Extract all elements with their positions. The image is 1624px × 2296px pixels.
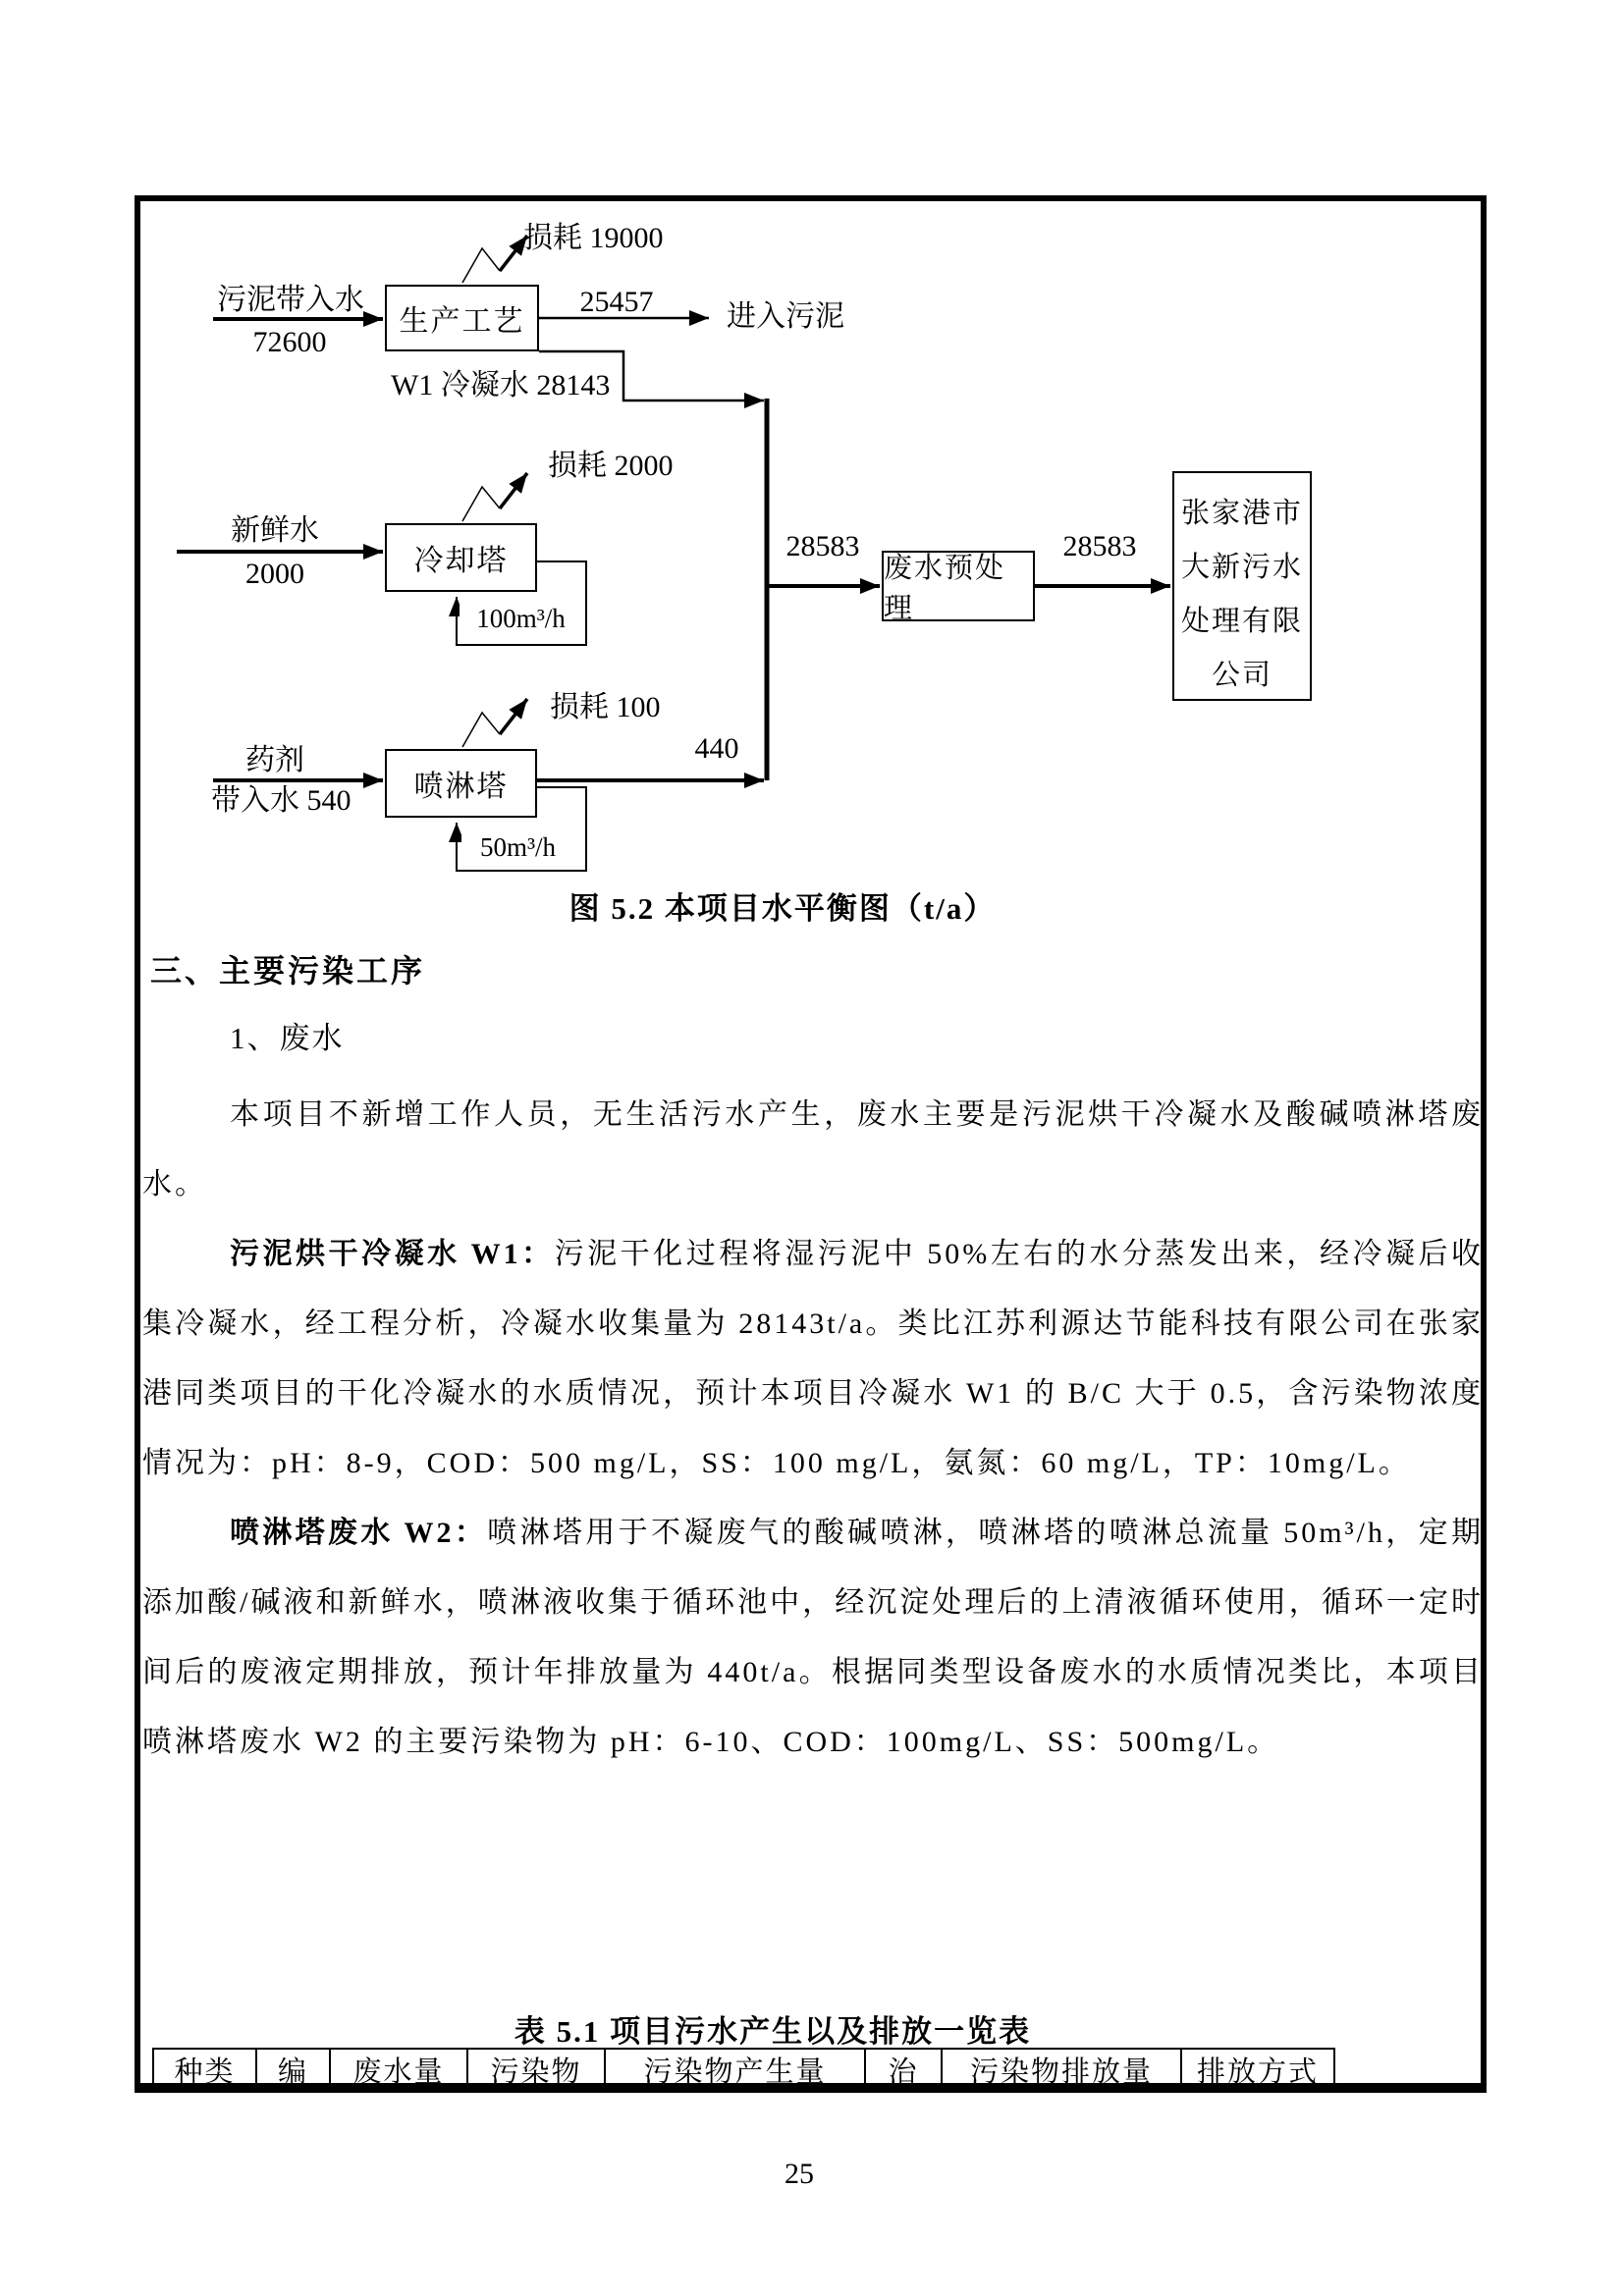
spray-loop-rate-label: 50m³/h bbox=[461, 832, 574, 862]
loss-spray-label: 损耗 100 bbox=[550, 691, 661, 723]
table-title: 表 5.1 项目污水产生以及排放一览表 bbox=[514, 2014, 1032, 2049]
collector-out-value: 28583 bbox=[785, 530, 860, 562]
table-header-cell: 污染物 bbox=[467, 2049, 605, 2091]
pretreat-out-value: 28583 bbox=[1062, 530, 1137, 562]
fresh-water-value: 2000 bbox=[245, 558, 304, 590]
paragraph-w2-body: 喷淋塔用于不凝废气的酸碱喷淋，喷淋塔的喷淋总流量 50m³/h，定期添加酸/碱液和新鲜水，喷淋液收集于循环池中，经沉淀处理后的上清液循环使用，循环一定时间后的废液定期排放，预计年排放量为 440t/a。根据同类型设备废水的水质情况类比，本项目喷淋塔废水 W2 的主要污染物为 pH：6-10、COD：100mg/L、SS：500mg/L。 bbox=[142, 1517, 1485, 1758]
evap-arrow-spray bbox=[500, 699, 527, 734]
sewage-company-box bbox=[1172, 471, 1312, 701]
company-line: 公司 bbox=[1211, 660, 1272, 691]
cooling-tower-box: 冷却塔 bbox=[385, 523, 537, 592]
spray-tower-box: 喷淋塔 bbox=[385, 749, 537, 818]
evap-zigzag-production bbox=[462, 248, 500, 283]
company-line: 大新污水 bbox=[1180, 552, 1303, 583]
wastewater-pretreatment-box: 废水预处理 bbox=[882, 551, 1035, 621]
fresh-water-label: 新鲜水 bbox=[231, 514, 319, 547]
chemical-water-value: 带入水 540 bbox=[211, 784, 352, 817]
table-header-cell: 排放方式 bbox=[1181, 2049, 1334, 2091]
paragraph-w1 bbox=[142, 1219, 1484, 1498]
evap-zigzag-cooling bbox=[462, 487, 500, 521]
page-number: 25 bbox=[785, 2158, 814, 2190]
cooling-loop-rate-label: 100m³/h bbox=[460, 604, 582, 633]
table-header-cell: 污染物排放量 bbox=[942, 2049, 1181, 2091]
w1-condensate-label: W1 冷凝水 28143 bbox=[391, 369, 611, 401]
paragraph-intro: 本项目不新增工作人员，无生活污水产生，废水主要是污泥烘干冷凝水及酸碱喷淋塔废水。 bbox=[142, 1098, 1484, 1201]
loss-cooling-label: 损耗 2000 bbox=[548, 450, 674, 482]
evap-arrow-cooling bbox=[500, 473, 527, 508]
table-header-row bbox=[153, 2049, 1334, 2091]
spray-out-value: 440 bbox=[694, 732, 739, 765]
table-header-cell: 种类 bbox=[153, 2049, 256, 2091]
section-heading: 三、主要污染工序 bbox=[150, 953, 426, 988]
wastewater-table bbox=[152, 2048, 1335, 2092]
table-header-cell: 废水量 bbox=[330, 2049, 467, 2091]
production-process-box: 生产工艺 bbox=[385, 285, 539, 351]
company-line: 处理有限 bbox=[1180, 606, 1303, 637]
company-line: 张家港市 bbox=[1180, 498, 1303, 529]
body-text bbox=[142, 1080, 1484, 1777]
table-header-cell: 污染物产生量 bbox=[605, 2049, 865, 2091]
figure-caption: 图 5.2 本项目水平衡图（t/a） bbox=[568, 891, 997, 926]
chemical-label: 药剂 bbox=[245, 744, 304, 776]
table-header-cell: 治 bbox=[865, 2049, 942, 2091]
paragraph-w2-lead: 喷淋塔废水 W2： bbox=[230, 1517, 488, 1549]
loss-production-label: 损耗 19000 bbox=[523, 222, 664, 254]
sludge-in-label: 污泥带入水 bbox=[217, 284, 364, 316]
paragraph-w1-lead: 污泥烘干冷凝水 W1： bbox=[230, 1238, 555, 1270]
evap-zigzag-spray bbox=[462, 713, 500, 747]
production-out-value: 25457 bbox=[579, 286, 654, 318]
paragraph-w2 bbox=[142, 1498, 1484, 1777]
sludge-in-value: 72600 bbox=[252, 326, 327, 358]
paragraph-w1-body: 污泥干化过程将湿污泥中 50%左右的水分蒸发出来，经冷凝后收集冷凝水，经工程分析，冷凝水收集量为 28143t/a。类比江苏利源达节能科技有限公司在张家港同类项目的干化冷凝水的水质情况，预计本项目冷凝水 W1 的 B/C 大于 0.5，含污染物浓度情况为：pH：8-9，COD：500 mg/L，SS：100 mg/L，氨氮：60 mg/L，TP：10mg/L。 bbox=[142, 1238, 1484, 1479]
to-sludge-label: 进入污泥 bbox=[727, 300, 844, 333]
subsection-heading: 1、废水 bbox=[230, 1021, 345, 1055]
table-header-cell: 编 bbox=[256, 2049, 330, 2091]
